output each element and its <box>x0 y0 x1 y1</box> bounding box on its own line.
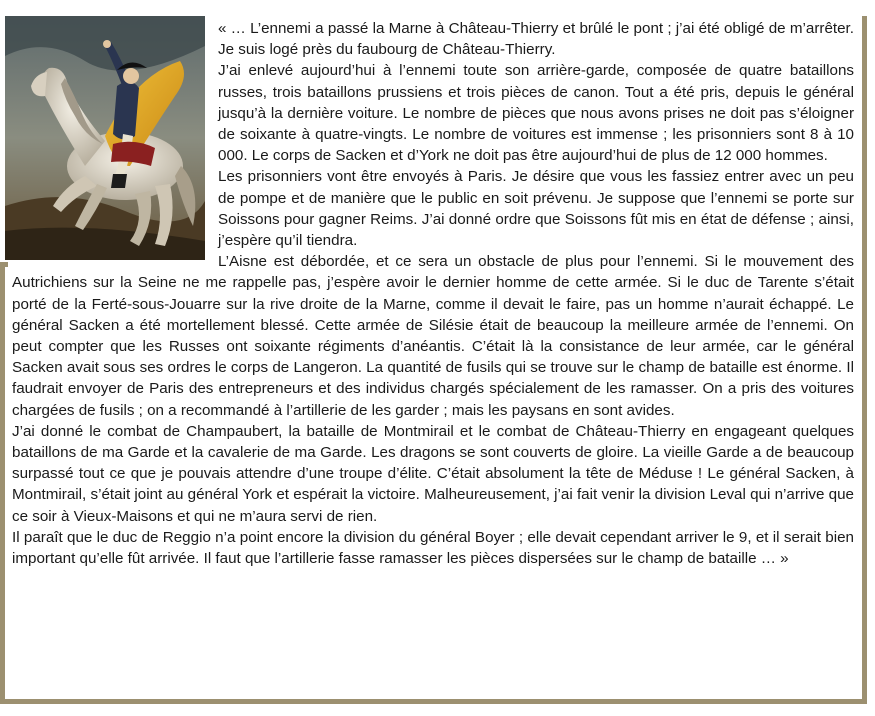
image-wrap-spacer <box>12 18 218 266</box>
paragraph-5: J’ai donné le combat de Champaubert, la bataille de Montmirail et le combat de Château-Thierry en engageant quelques bataillons de ma Garde et la cavalerie de ma Garde. Les dragons se sont couverts de gloire. La vieille Garde a de beaucoup surpassé tout ce que je pouvais attendre d’une troupe d’élite. C’était absolument la tête de Méduse ! Le général Sacken, à Montmirail, s’était joint au général York et espérait la victoire. Malheureusement, j’ai fait venir la division Leval qui n’arrive que ce soir à Vieux-Maisons et qui ne m’aura servi de rien. <box>12 422 854 525</box>
frame-bottom-border <box>0 699 867 704</box>
frame-corner-join <box>0 262 8 267</box>
paragraph-4: L’Aisne est débordée, et ce sera un obstacle de plus pour l’ennemi. Si le mouvement des Autrichiens sur la Seine ne me rappelle pas, j’espère avoir le dernier homme de cette armée. Si le duc de Tarente s’était porté de la Ferté-sous-Jouarre sur la rive droite de la Marne, comme il devait le faire, pas un homme n’aurait échappé. Le général Sacken a été mortellement blessé. Cette armée de Silésie était de beaucoup la meilleure armée de l’ennemi. On peut compter que les Russes ont soixante régiments d’anéantis. C’était là la consistance de leur armée, car le général Sacken avait sous ses ordres le corps de Langeron. La quantité de fusils qui se trouve sur le champ de bataille est énorme. Il faudrait envoyer de Paris des entrepreneurs et des individus chargés spécialement de les ramasser. On a pris des voitures chargées de fusils ; on a recommandé à l’artillerie de les garder ; mais les paysans en sont avides. <box>12 253 854 419</box>
paragraph-6: Il paraît que le duc de Reggio n’a point encore la division du général Boyer ; elle devait cependant arriver le 9, et il serait bien important qu’elle fût arrivée. Il faut que l’artillerie fasse ramasser les pièces dispersées sur le champ de bataille … » <box>12 528 854 568</box>
letter-text <box>12 18 854 569</box>
frame-left-border <box>0 266 5 704</box>
paragraph-2: J’ai enlevé aujourd’hui à l’ennemi toute son arrière-garde, composée de quatre bataillons russes, trois bataillons prussiens et trois pièces de canon. Tout a été pris, depuis le général jusqu’à la dernière voiture. Le nombre de pièces que nous avons prises ne doit pas s’éloigner de soixante à quatre-vingts. Le nombre de voitures est immense ; les prisonniers sont 8 à 10 000. Le corps de Sacken et d’York ne doit pas être aujourd’hui de plus de 12 000 hommes. <box>218 62 854 165</box>
paragraph-3: Les prisonniers vont être envoyés à Paris. Je désire que vous les fassiez entrer avec un peu de pompe et de manière que le public en soit prévenu. Je suppose que l’ennemi se porte sur Soissons pour gagner Reims. J’ai donné ordre que Soissons fût mis en état de défense ; ainsi, j’espère qu’il tiendra. <box>218 168 854 250</box>
paragraph-1: « … L’ennemi a passé la Marne à Château-Thierry et brûlé le pont ; j’ai été obligé de m’arrêter. Je suis logé près du faubourg de Château-Thierry. <box>218 20 854 59</box>
frame-right-border <box>862 16 867 704</box>
